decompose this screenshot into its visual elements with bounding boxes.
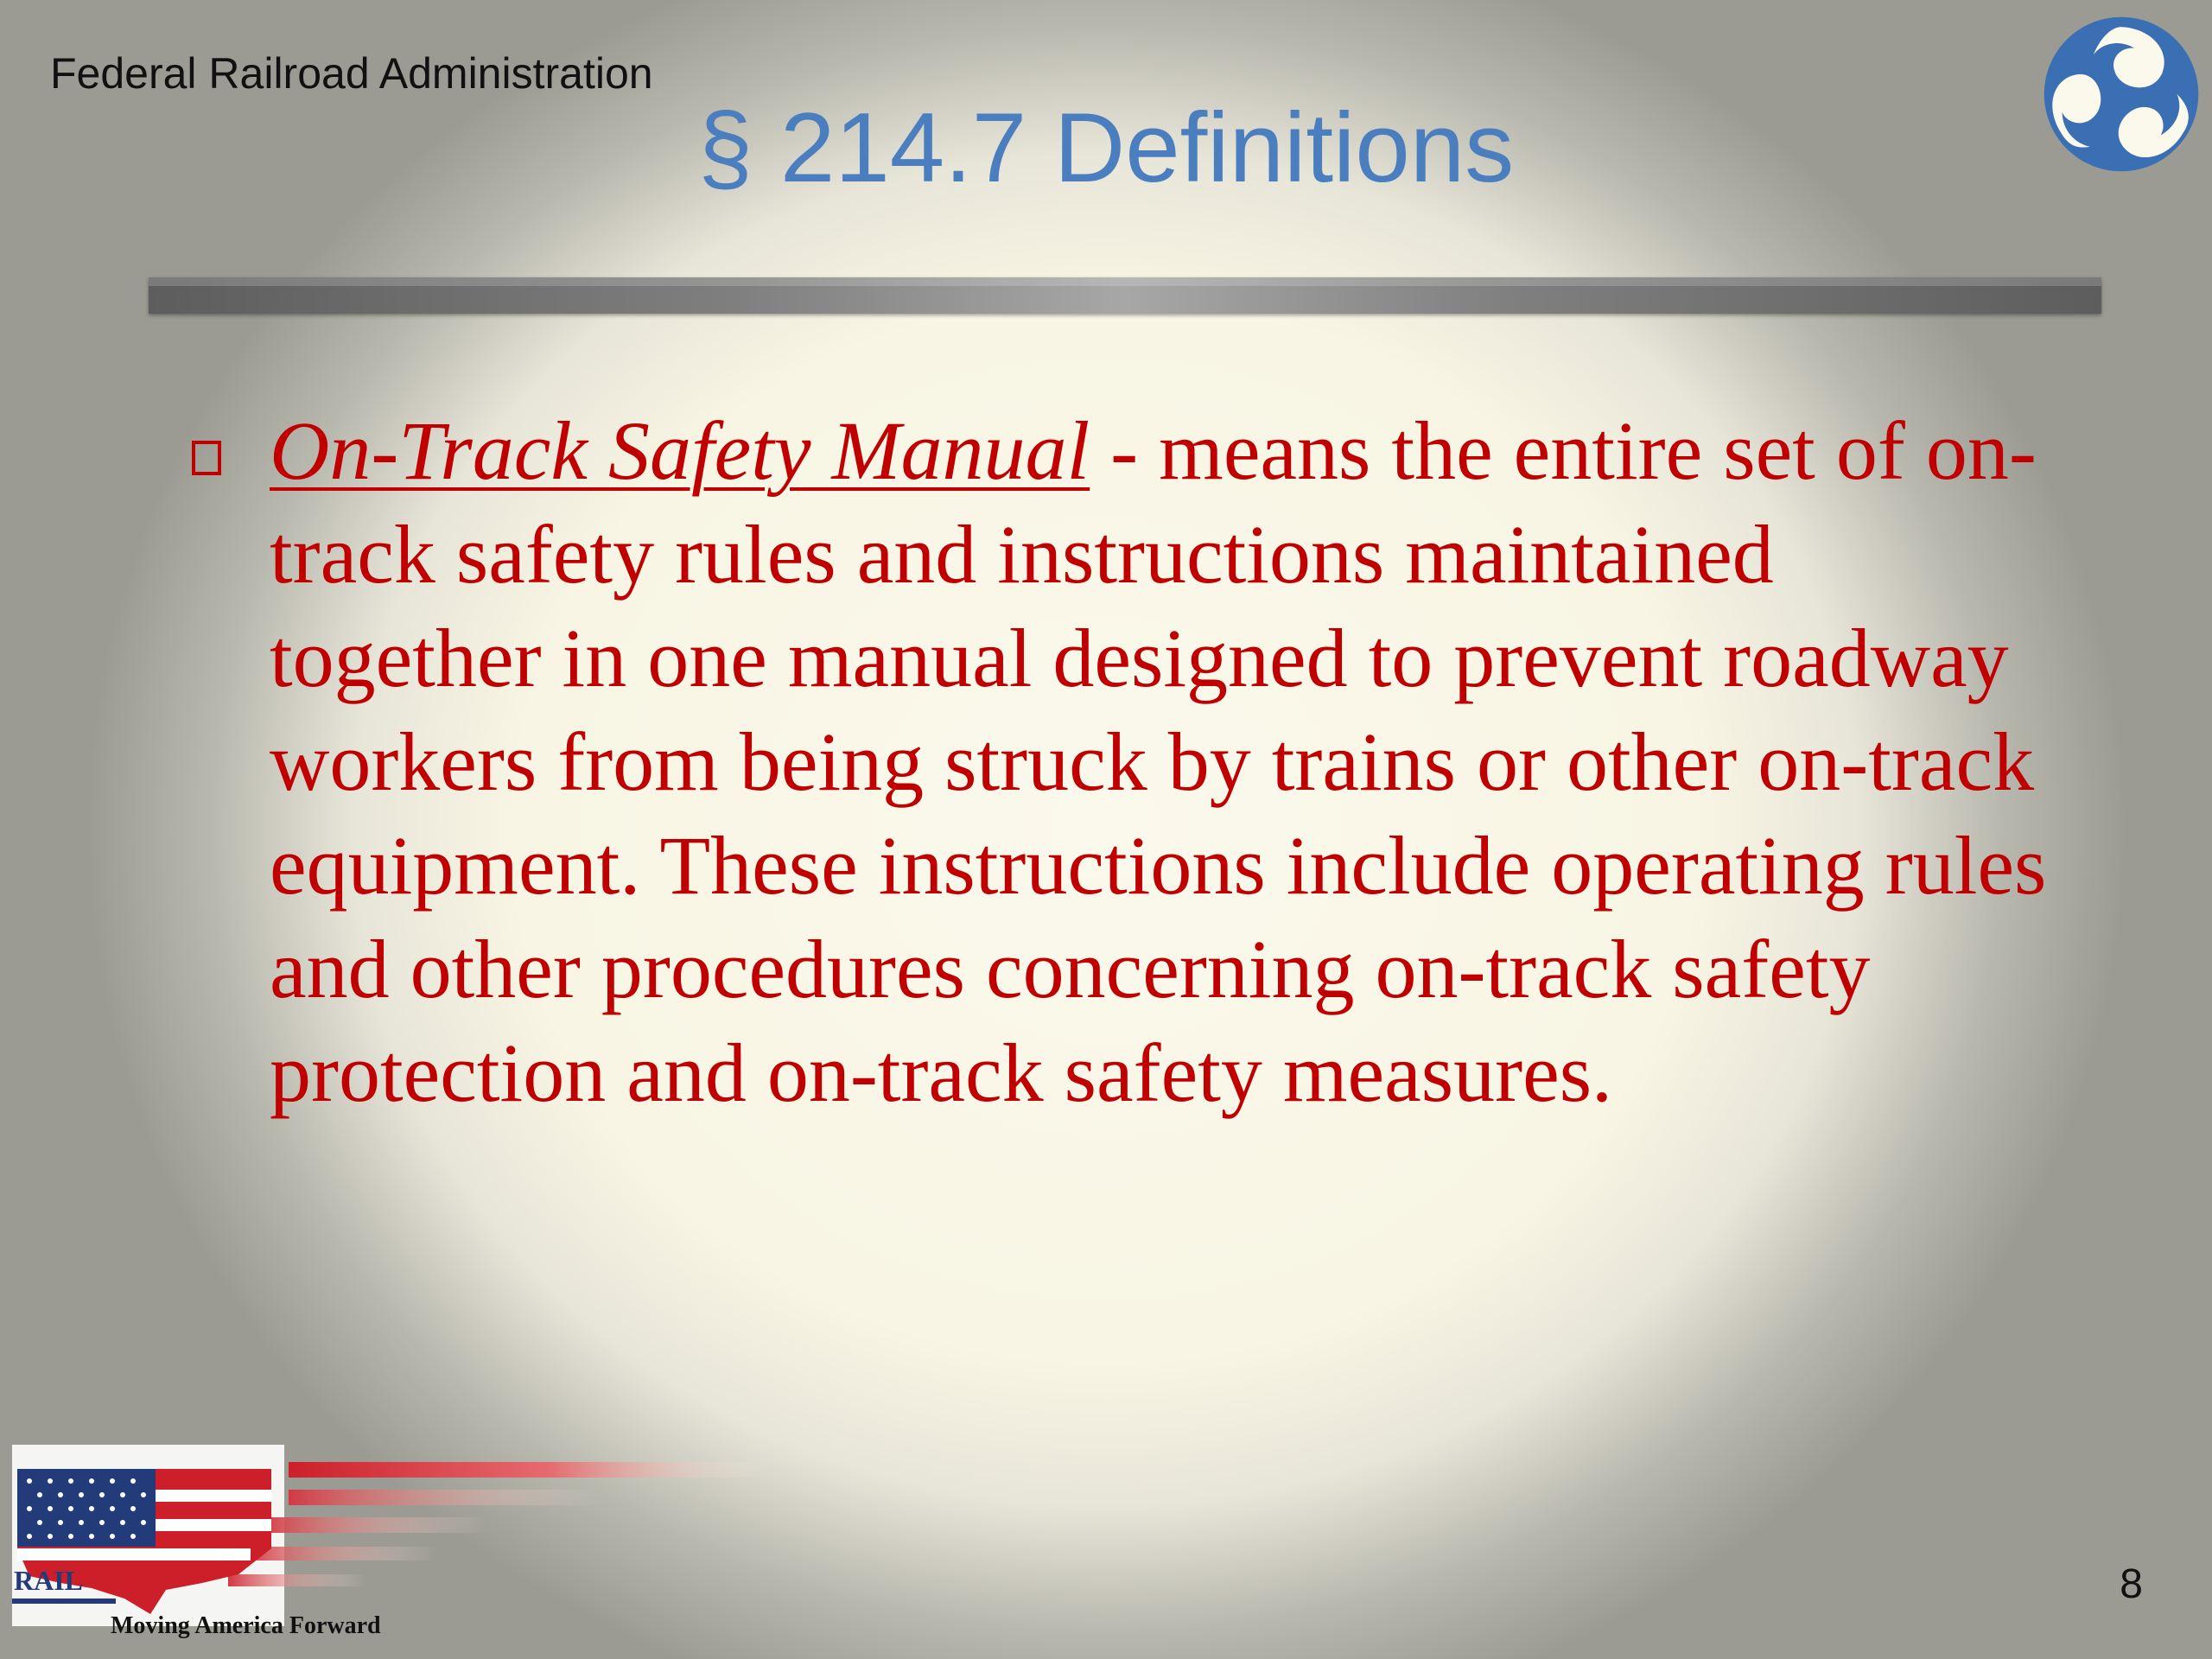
page-number: 8 [2120, 1561, 2143, 1607]
definition-term: On-Track Safety Manual [270, 404, 1090, 497]
definition-paragraph [270, 399, 2058, 1125]
definition-text: - means the entire set of on-track safety rules and instructions maintained together in one manual designed to prevent roadway workers from being struck by trains or other on-track equipment. These instructions include operating rules and other procedures concerning on-track safety protection and on-track safety measures. [270, 404, 2047, 1119]
square-bullet-icon [192, 441, 221, 475]
badge-label: RAIL [14, 1565, 84, 1596]
organization-name: Federal Railroad Administration [50, 49, 653, 98]
slide-title: § 214.7 Definitions [697, 93, 1515, 203]
footer-tagline: Moving America Forward [111, 1612, 381, 1639]
title-divider [149, 277, 2101, 314]
